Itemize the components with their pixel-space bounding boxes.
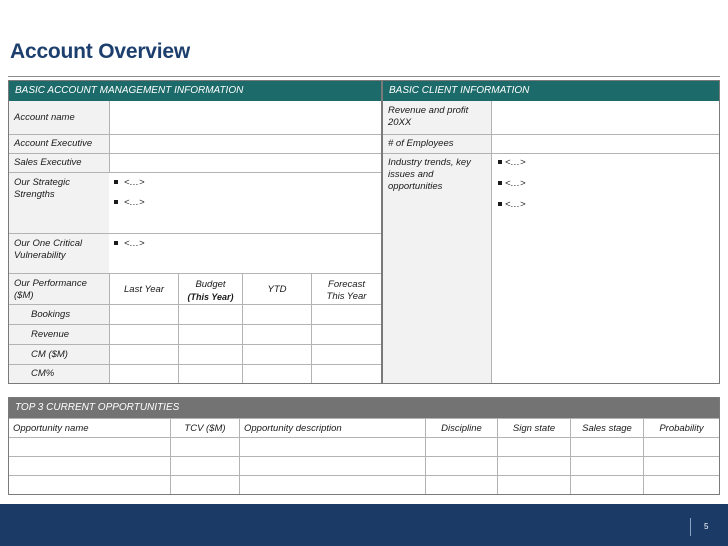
divider bbox=[9, 364, 381, 365]
col-forecast-line: This Year bbox=[326, 291, 367, 302]
bullet-icon bbox=[114, 241, 118, 245]
vulnerability-label-line: Our One Critical bbox=[14, 238, 83, 249]
row-label-cm: CM ($M) bbox=[31, 349, 68, 360]
col-budget-line: Budget bbox=[195, 279, 226, 290]
opportunity-row[interactable] bbox=[9, 438, 719, 456]
strengths-label bbox=[14, 177, 70, 201]
col-tcv: TCV ($M) bbox=[184, 423, 226, 434]
page-number: 5 bbox=[704, 522, 709, 531]
employees-input[interactable] bbox=[492, 134, 719, 153]
col-sales-stage: Sales stage bbox=[582, 423, 632, 434]
trend-bullet[interactable] bbox=[498, 178, 526, 190]
opportunities-header: TOP 3 CURRENT OPPORTUNITIES bbox=[9, 398, 719, 418]
divider bbox=[9, 324, 381, 325]
trend-text: <…> bbox=[505, 178, 526, 189]
col-opportunity-name: Opportunity name bbox=[13, 423, 89, 434]
col-ytd: YTD bbox=[267, 284, 287, 295]
footer-bar bbox=[0, 504, 728, 546]
account-name-label: Account name bbox=[14, 112, 75, 123]
col-budget bbox=[179, 279, 242, 303]
strengths-label-line: Our Strategic bbox=[14, 177, 70, 188]
divider bbox=[9, 418, 719, 419]
account-exec-input[interactable] bbox=[110, 134, 381, 153]
footer-separator bbox=[690, 518, 691, 536]
col-probability: Probability bbox=[659, 423, 704, 434]
row-label-cm-percent: CM% bbox=[31, 368, 55, 379]
client-info-header: BASIC CLIENT INFORMATION bbox=[383, 81, 719, 101]
trends-label bbox=[388, 157, 471, 193]
account-info-header: BASIC ACCOUNT MANAGEMENT INFORMATION bbox=[9, 81, 381, 101]
trend-bullet[interactable] bbox=[498, 199, 526, 211]
bullet-icon bbox=[114, 180, 118, 184]
opportunity-row[interactable] bbox=[9, 476, 719, 494]
col-opportunity-description: Opportunity description bbox=[244, 423, 342, 434]
strength-text: <…> bbox=[124, 177, 145, 188]
account-name-input[interactable] bbox=[110, 101, 381, 134]
account-exec-label: Account Executive bbox=[14, 138, 93, 149]
vulnerability-text: <…> bbox=[124, 238, 145, 249]
bullet-icon bbox=[498, 181, 502, 185]
strength-text: <…> bbox=[124, 197, 145, 208]
trends-label-line: issues and bbox=[388, 169, 434, 180]
title-divider bbox=[8, 76, 720, 77]
divider bbox=[9, 273, 381, 274]
sales-exec-label: Sales Executive bbox=[14, 157, 82, 168]
bullet-icon bbox=[498, 202, 502, 206]
col-budget-line: (This Year) bbox=[187, 292, 234, 302]
bullet-icon bbox=[498, 160, 502, 164]
row-label-revenue: Revenue bbox=[31, 329, 70, 340]
trends-label-line: Industry trends, key bbox=[388, 157, 471, 168]
revenue-label bbox=[388, 105, 468, 129]
vulnerability-bullet[interactable] bbox=[114, 238, 145, 250]
vulnerability-label bbox=[14, 238, 82, 262]
performance-label bbox=[14, 278, 87, 302]
divider bbox=[9, 304, 381, 305]
revenue-label-line: Revenue and profit bbox=[388, 105, 469, 116]
trend-text: <…> bbox=[505, 157, 526, 168]
strength-bullet[interactable] bbox=[114, 197, 145, 209]
divider bbox=[9, 344, 381, 345]
performance-label-line: ($M) bbox=[14, 290, 34, 301]
divider bbox=[383, 153, 719, 154]
employees-label: # of Employees bbox=[388, 138, 454, 149]
opportunity-row[interactable] bbox=[9, 457, 719, 475]
divider bbox=[9, 233, 381, 234]
col-sign-state: Sign state bbox=[512, 423, 556, 434]
divider bbox=[9, 172, 381, 173]
trends-label-line: opportunities bbox=[388, 181, 443, 192]
revenue-label-line: 20XX bbox=[388, 117, 412, 128]
col-last-year: Last Year bbox=[124, 284, 164, 295]
bullet-icon bbox=[114, 200, 118, 204]
page-title: Account Overview bbox=[10, 40, 191, 63]
col-discipline: Discipline bbox=[441, 423, 482, 434]
revenue-input[interactable] bbox=[492, 101, 719, 134]
trend-text: <…> bbox=[505, 199, 526, 210]
vulnerability-label-line: Vulnerability bbox=[14, 250, 66, 261]
col-forecast-line: Forecast bbox=[328, 279, 365, 290]
col-forecast bbox=[312, 279, 381, 303]
sales-exec-input[interactable] bbox=[110, 153, 381, 172]
performance-label-line: Our Performance bbox=[14, 278, 87, 289]
row-label-bookings: Bookings bbox=[31, 309, 71, 320]
strengths-label-line: Strengths bbox=[14, 189, 55, 200]
trend-bullet[interactable] bbox=[498, 157, 526, 169]
strength-bullet[interactable] bbox=[114, 177, 145, 189]
